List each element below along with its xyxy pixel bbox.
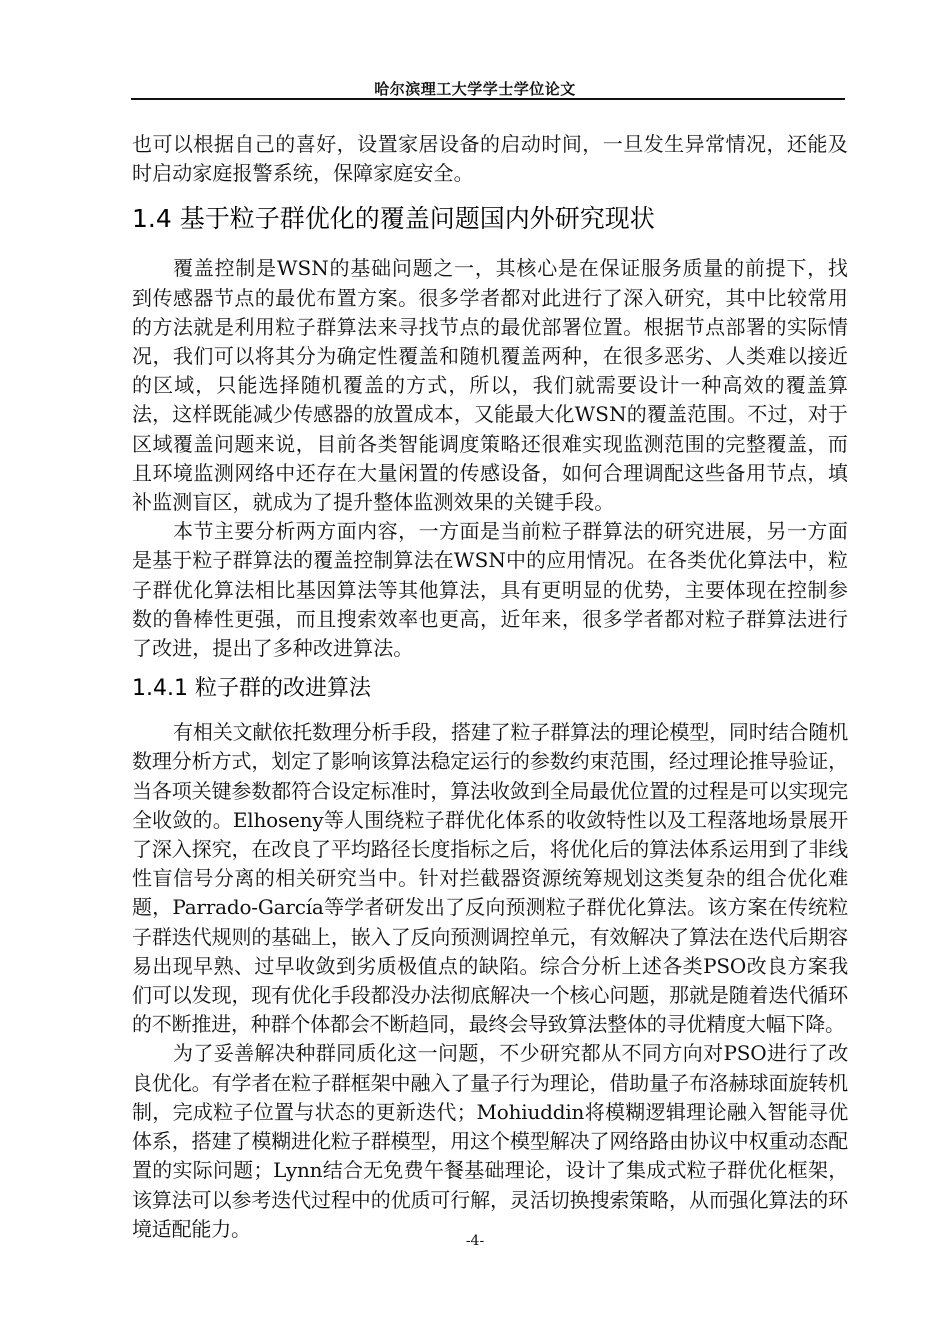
page-body: [132, 130, 848, 1244]
header-rule: [131, 98, 845, 100]
running-header-title: 哈尔滨理工大学学士学位论文: [374, 80, 576, 98]
page-number: -4-: [465, 1233, 485, 1249]
subsection-paragraph-2: 为了妥善解决种群同质化这一问题，不少研究都从不同方向对PSO进行了改良优化。有学者在粒子群框架中融入了量子行为理论，借助量子布洛赫球面旋转机制，完成粒子位置与状态的更新迭代；Mohiuddin将模糊逻辑理论融入智能寻优体系，搭建了模糊进化粒子群模型，用这个模型解决了网络路由协议中权重动态配置的实际问题；Lynn结合无免费午餐基础理论，设计了集成式粒子群优化框架，该算法可以参考迭代过程中的优质可行解，灵活切换搜索策略，从而强化算法的环境适配能力。: [132, 1041, 848, 1241]
subsection-paragraph-1: 有相关文献依托数理分析手段，搭建了粒子群算法的理论模型，同时结合随机数理分析方式，划定了影响该算法稳定运行的参数约束范围，经过理论推导验证，当各项关键参数都符合设定标准时，算法收敛到全局最优位置的过程是可以实现完全收敛的。Elhoseny等人围绕粒子群优化体系的收敛特性以及工程落地场景展开了深入探究，在改良了平均路径长度指标之后，将优化后的算法体系运用到了非线性盲信号分离的相关研究当中。针对拦截器资源统筹规划这类复杂的组合优化难题，Parrado-García等学者研发出了反向预测粒子群优化算法。该方案在传统粒子群迭代规则的基础上，嵌入了反向预测调控单元，有效解决了算法在迭代后期容易出现早熟、过早收敛到劣质极值点的缺陷。综合分析上述各类PSO改良方案我们可以发现，现有优化手段都没办法彻底解决一个核心问题，那就是随着迭代循环的不断推进，种群个体都会不断趋同，最终会导致算法整体的寻优精度大幅下降。: [132, 720, 848, 1037]
section-paragraph-1: 覆盖控制是WSN的基础问题之一，其核心是在保证服务质量的前提下，找到传感器节点的最优布置方案。很多学者都对此进行了深入研究，其中比较常用的方法就是利用粒子群算法来寻找节点的最优部署位置。根据节点部署的实际情况，我们可以将其分为确定性覆盖和随机覆盖两种，在很多恶劣、人类难以接近的区域，只能选择随机覆盖的方式，所以，我们就需要设计一种高效的覆盖算法，这样既能减少传感器的放置成本，又能最大化WSN的覆盖范围。不过，对于区域覆盖问题来说，目前各类智能调度策略还很难实现监测范围的完整覆盖，而且环境监测网络中还存在大量闲置的传感设备，如何合理调配这些备用节点，填补监测盲区，就成为了提升整体监测效果的关键手段。: [132, 256, 848, 515]
subsection-heading: 1.4.1 粒子群的改进算法: [132, 676, 371, 702]
section-paragraph-2: 本节主要分析两方面内容，一方面是当前粒子群算法的研究进展，另一方面是基于粒子群算法的覆盖控制算法在WSN中的应用情况。在各类优化算法中，粒子群优化算法相比基因算法等其他算法，具有更明显的优势，主要体现在控制参数的鲁棒性更强，而且搜索效率也更高，近年来，很多学者都对粒子群算法进行了改进，提出了多种改进算法。: [132, 519, 848, 661]
intro-paragraph: 也可以根据自己的喜好，设置家居设备的启动时间，一旦发生异常情况，还能及时启动家庭报警系统，保障家庭安全。: [132, 132, 848, 186]
section-heading: 1.4 基于粒子群优化的覆盖问题国内外研究现状: [132, 204, 655, 234]
